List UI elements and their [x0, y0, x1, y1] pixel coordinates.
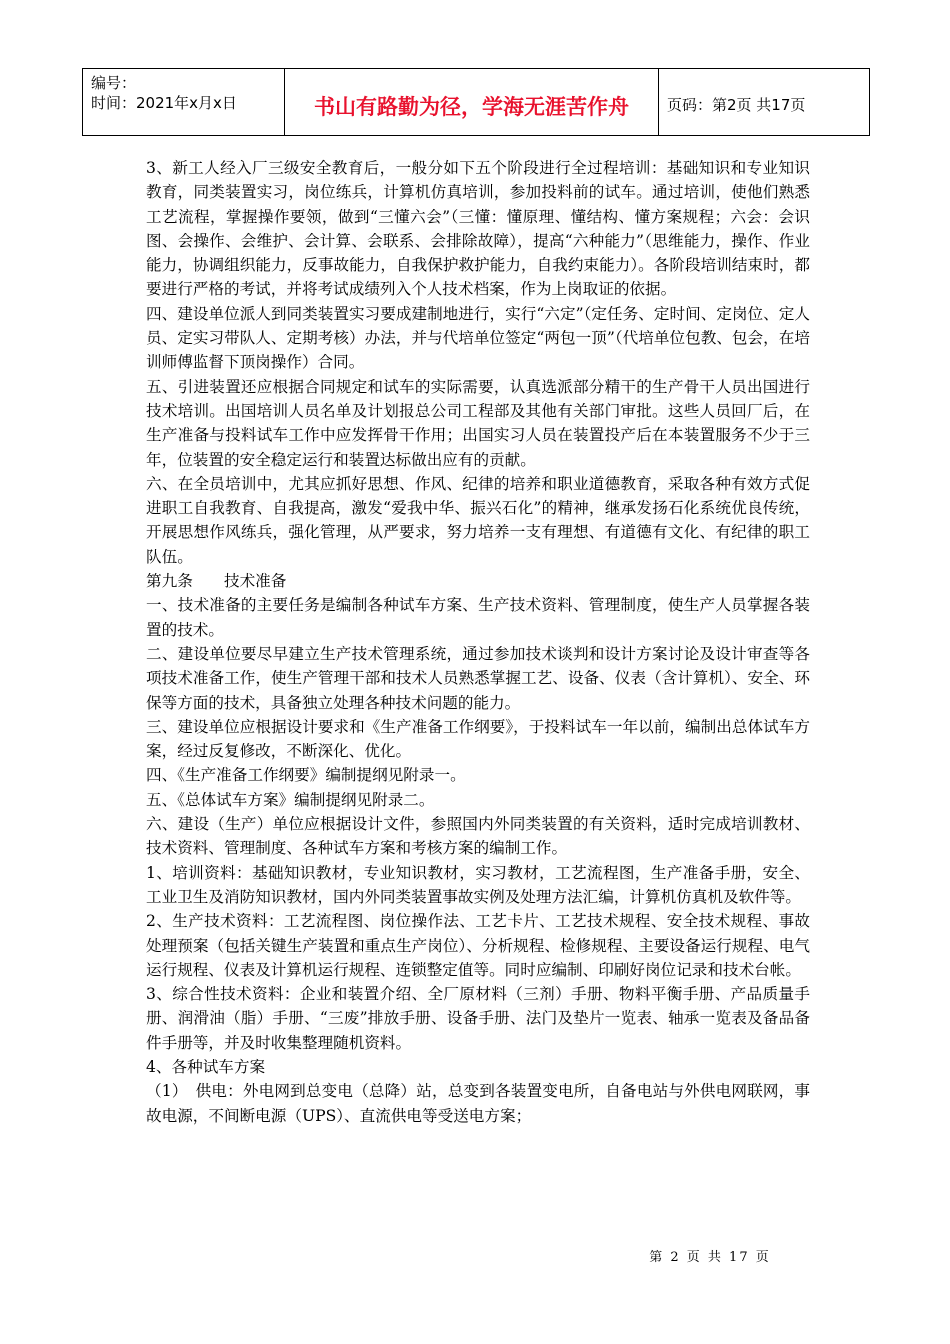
header-meta [83, 69, 285, 135]
section-heading: 第九条 技术准备 [146, 572, 287, 591]
paragraph: 二、建设单位要尽早建立生产技术管理系统，通过参加技术谈判和设计方案讨论及设计审查等各项技术准备工作，使生产管理干部和技术人员熟悉掌握工艺、设备、仪表（含计算机）、安全、环保等方面的技术，具备独立处理各种技术问题的能力。 [146, 644, 810, 712]
paragraph: 2、生产技术资料：工艺流程图、岗位操作法、工艺卡片、工艺技术规程、安全技术规程、事故处理预案（包括关键生产装置和重点生产岗位）、分析规程、检修规程、主要设备运行规程、电气运行规程、仪表及计算机运行规程、连锁整定值等。同时应编制、印刷好岗位记录和技术台帐。 [146, 912, 810, 979]
paragraph: 3、综合性技术资料：企业和装置介绍、全厂原材料（三剂）手册、物料平衡手册、产品质量手册、润滑油（脂）手册、“三废”排放手册、设备手册、法门及垫片一览表、轴承一览表及备品备件手册等，并及时收集整理随机资料。 [146, 985, 810, 1052]
header-motto: 书山有路勤为径，学海无涯苦作舟 [285, 69, 659, 135]
document-code: 编号： [91, 74, 137, 92]
paragraph: 六、建设（生产）单位应根据设计文件，参照国内外同类装置的有关资料，适时完成培训教材、技术资料、管理制度、各种试车方案和考核方案的编制工作。 [146, 815, 810, 858]
document-date: 时间：2021年x月x日 [91, 94, 237, 112]
page-footer [0, 1246, 950, 1265]
page-header [82, 68, 870, 136]
paragraph: 1、培训资料：基础知识教材，专业知识教材，实习教材，工艺流程图，生产准备手册，安全、工业卫生及消防知识教材，国内外同类装置事故实例及处理方法汇编，计算机仿真机及软件等。 [146, 863, 810, 906]
paragraph: 一、技术准备的主要任务是编制各种试车方案、生产技术资料、管理制度，使生产人员掌握各装置的技术。 [146, 596, 810, 639]
paragraph: 4、各种试车方案 [146, 1057, 266, 1076]
paragraph: 五、引进装置还应根据合同规定和试车的实际需要，认真选派部分精干的生产骨干人员出国进行技术培训。出国培训人员名单及计划报总公司工程部及其他有关部门审批。这些人员回厂后，在生产准备与投料试车工作中应发挥骨干作用；出国实习人员在装置投产后在本装置服务不少于三年，位装置的安全稳定运行和装置达标做出应有的贡献。 [146, 377, 810, 469]
paragraph: 五、《总体试车方案》编制提纲见附录二。 [146, 790, 435, 809]
paragraph: 六、在全员培训中，尤其应抓好思想、作风、纪律的培养和职业道德教育，采取各种有效方式促进职工自我教育、自我提高，激发“爱我中华、振兴石化”的精神，继承发扬石化系统优良传统，开展思想作风练兵，强化管理，从严要求，努力培养一支有理想、有道德有文化、有纪律的职工队伍。 [146, 474, 810, 566]
paragraph: 四、《生产准备工作纲要》编制提纲见附录一。 [146, 766, 466, 785]
paragraph: 3、新工人经入厂三级安全教育后，一般分如下五个阶段进行全过程培训：基础知识和专业知识教育，同类装置实习，岗位练兵，计算机仿真培训，参加投料前的试车。通过培训，使他们熟悉工艺流程，掌握操作要领，做到“三懂六会”（三懂：懂原理、懂结构、懂方案规程；六会：会识图、会操作、会维护、会计算、会联系、会排除故障），提高“六种能力”（思维能力，操作、作业能力，协调组织能力，反事故能力，自我保护救护能力，自我约束能力）。各阶段培训结束时，都要进行严格的考试，并将考试成绩列入个人技术档案，作为上岗取证的依据。 [146, 159, 810, 299]
document-body [146, 156, 810, 1128]
paragraph: （1） 供电：外电网到总变电（总降）站，总变到各装置变电所，自备电站与外供电网联网，事故电源，不间断电源（UPS）、直流供电等受送电方案； [146, 1082, 810, 1125]
paragraph: 四、建设单位派人到同类装置实习要成建制地进行，实行“六定”（定任务、定时间、定岗位、定人员、定实习带队人、定期考核）办法，并与代培单位签定“两包一顶”（代培单位包教、包会，在培训师傅监督下顶岗操作）合同。 [146, 304, 810, 372]
paragraph: 三、建设单位应根据设计要求和《生产准备工作纲要》，于投料试车一年以前，编制出总体试车方案，经过反复修改，不断深化、优化。 [146, 717, 810, 761]
page-number: 第 2 页 共 17 页 [649, 1250, 771, 1265]
header-page-info: 页码：第2页 共17页 [667, 95, 806, 114]
